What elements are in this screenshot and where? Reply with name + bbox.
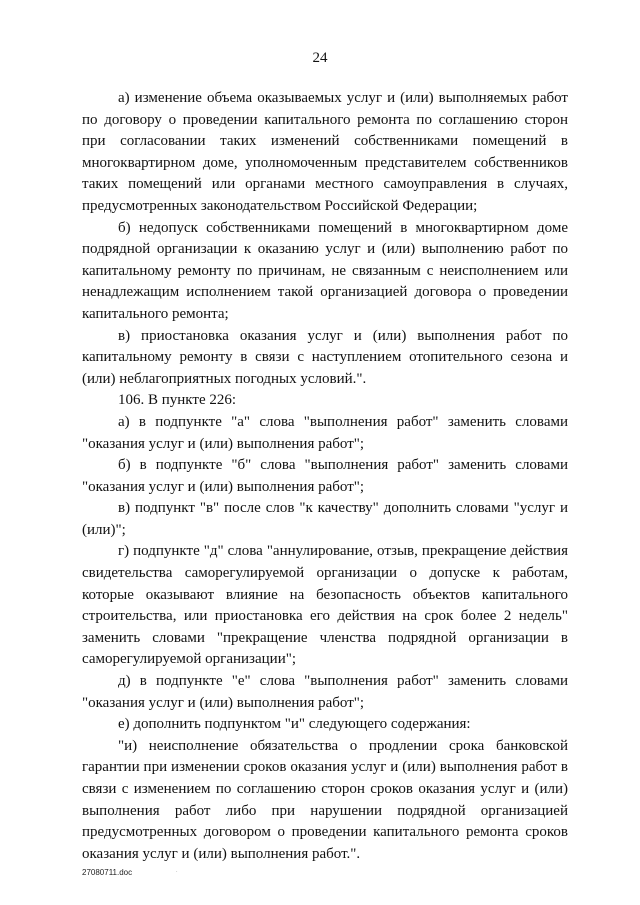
paragraph-106-e: е) дополнить подпунктом "и" следующего содержания: bbox=[118, 716, 471, 733]
paragraph-new-subitem-i: "и) неисполнение обязательства о продлении срока банковской гарантии при изменении сроков оказания услуг и (или) выполнения работ в связи с изменением по соглашению сторон сроков оказания услуг и (или) выполнения работ либо при нарушении подрядной организацией предусмотренных договором о проведении капитального ремонта сроков оказания услуг и (или) выполнения работ.". bbox=[82, 737, 568, 862]
paragraph-106-a: а) в подпункте "а" слова "выполнения работ" заменить словами "оказания услуг и (или) выполнения работ"; bbox=[82, 413, 568, 452]
paragraph-v-suspension: в) приостановка оказания услуг и (или) выполнения работ по капитальному ремонту в связи с наступлением отопительного сезона и (или) неблагоприятных погодных условий.". bbox=[82, 327, 568, 387]
paragraph-106-g: г) подпункте "д" слова "аннулирование, отзыв, прекращение действия свидетельства саморегулируемой организации о допуске к работам, которые оказывают влияние на безопасность объектов капитального строительства, или приостановка его действия на срок более 2 недель" заменить словами "прекращение членства подрядной организации в саморегулируемой организации"; bbox=[82, 543, 568, 668]
paragraph-106-b: б) в подпункте "б" слова "выполнения работ" заменить словами "оказания услуг и (или) выполнения работ"; bbox=[82, 457, 568, 495]
paragraph-a-change-volume: а) изменение объема оказываемых услуг и (или) выполняемых работ по договору о проведении капитального ремонта по соглашению сторон при согласовании таких изменений собственниками помещений в многоквартирном доме, уполномоченным представителем собственников таких помещений или органами местного самоуправления в случаях, предусмотренных законодательством Российской Федерации; bbox=[82, 90, 568, 214]
paragraph-item-106: 106. В пункте 226: bbox=[118, 392, 237, 409]
page-number: 24 bbox=[312, 50, 328, 66]
document-body bbox=[82, 88, 568, 865]
paragraph-b-non-admission: б) недопуск собственниками помещений в многоквартирном доме подрядной организации к оказанию услуг и (или) выполнению работ по капитальному ремонту по причинам, не связанным с неисполнением или ненадлежащим исполнением такой организацией договора о проведении капитального ремонта; bbox=[82, 219, 568, 322]
footer-mark: . bbox=[176, 868, 178, 874]
paragraph-106-v: в) подпункт "в" после слов "к качеству" дополнить словами "услуг и (или)"; bbox=[82, 500, 568, 538]
footer-file-code: 27080711.doc bbox=[82, 868, 133, 877]
paragraph-106-d: д) в подпункте "е" слова "выполнения работ" заменить словами "оказания услуг и (или) выполнения работ"; bbox=[82, 673, 568, 711]
